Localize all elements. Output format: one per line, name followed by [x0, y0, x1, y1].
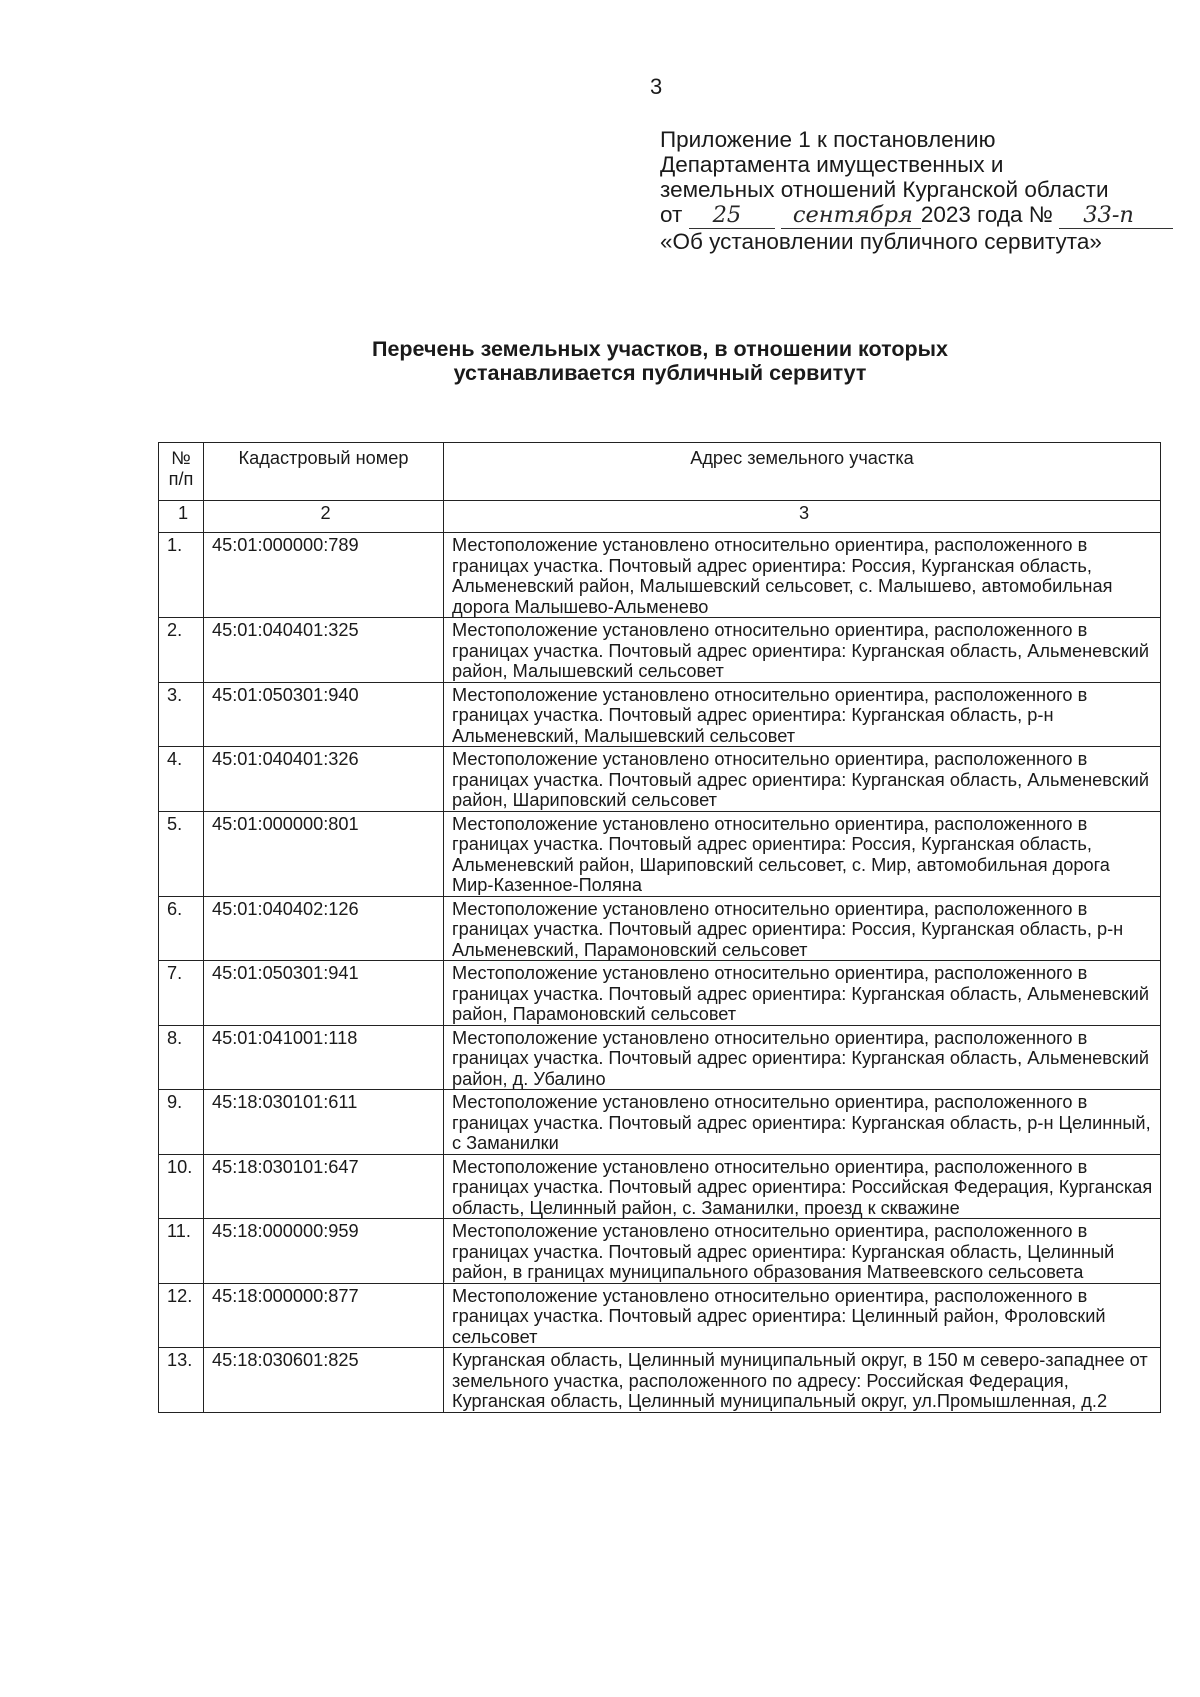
appendix-line-2: Департамента имущественных и	[660, 152, 1004, 177]
appendix-line-3: земельных отношений Курганской области	[660, 177, 1109, 202]
table-row	[159, 1154, 1161, 1219]
row-index: 6.	[159, 896, 204, 961]
plot-address: Местоположение установлено относительно ориентира, расположенного в границах участка. Почтовый адрес ориентира: Курганская область, Альменевский район, Шариповский сельсовет	[444, 747, 1161, 812]
plot-address: Местоположение установлено относительно ориентира, расположенного в границах участка. Почтовый адрес ориентира: Курганская область, Альменевский район, Парамоновский сельсовет	[444, 961, 1161, 1026]
table-row	[159, 811, 1161, 896]
table-row	[159, 1283, 1161, 1348]
column-number-3: 3	[444, 501, 1161, 533]
cadastral-number: 45:18:030101:611	[204, 1090, 444, 1155]
row-index: 11.	[159, 1219, 204, 1284]
cadastral-number: 45:18:030101:647	[204, 1154, 444, 1219]
cadastral-number: 45:01:050301:940	[204, 682, 444, 747]
table-row	[159, 961, 1161, 1026]
plot-address: Местоположение установлено относительно ориентира, расположенного в границах участка. Почтовый адрес ориентира: Россия, Курганская область, р-н Альменевский, Парамоновский сельсовет	[444, 896, 1161, 961]
cadastral-number: 45:01:040401:325	[204, 618, 444, 683]
row-index: 10.	[159, 1154, 204, 1219]
year-text: 2023 года №	[920, 202, 1053, 227]
table-row	[159, 533, 1161, 618]
handwritten-day: 25	[689, 203, 775, 229]
row-index: 3.	[159, 682, 204, 747]
row-index: 8.	[159, 1025, 204, 1090]
page-number: 3	[650, 74, 663, 99]
row-index: 5.	[159, 811, 204, 896]
plot-address: Местоположение установлено относительно ориентира, расположенного в границах участка. Почтовый адрес ориентира: Курганская область, Альменевский район, Малышевский сельсовет	[444, 618, 1161, 683]
column-number-2: 2	[204, 501, 444, 533]
handwritten-month: сентября	[781, 203, 921, 229]
heading-line-1: Перечень земельных участков, в отношении которых	[372, 337, 948, 361]
table-row	[159, 1025, 1161, 1090]
appendix-line-5: «Об установлении публичного сервитута»	[660, 229, 1102, 254]
row-index: 9.	[159, 1090, 204, 1155]
column-number-row	[159, 501, 1161, 533]
header-address: Адрес земельного участка	[444, 443, 1161, 501]
cadastral-number: 45:18:000000:959	[204, 1219, 444, 1284]
table-row	[159, 1219, 1161, 1284]
cadastral-number: 45:01:050301:941	[204, 961, 444, 1026]
plot-address: Местоположение установлено относительно ориентира, расположенного в границах участка. Почтовый адрес ориентира: Россия, Курганская область, Альменевский район, Шариповский сельсовет, с. Мир, автомобильная дорога Мир-Казенное-Поляна	[444, 811, 1161, 896]
column-number-1: 1	[159, 501, 204, 533]
plot-address: Местоположение установлено относительно ориентира, расположенного в границах участка. Почтовый адрес ориентира: Российская Федерация, Курганская область, Целинный район, с. Заманилки, проезд к скважине	[444, 1154, 1161, 1219]
row-index: 2.	[159, 618, 204, 683]
header-cadastral: Кадастровый номер	[204, 443, 444, 501]
plot-address: Курганская область, Целинный муниципальный округ, в 150 м северо-западнее от земельного участка, расположенного по адресу: Российская Федерация, Курганская область, Целинный муниципальный округ, ул.Промышленная, д.2	[444, 1348, 1161, 1413]
table-row	[159, 1348, 1161, 1413]
plot-address: Местоположение установлено относительно ориентира, расположенного в границах участка. Почтовый адрес ориентира: Россия, Курганская область, Альменевский район, Малышевский сельсовет, с. Малышево, автомобильная дорога Малышево-Альменево	[444, 533, 1161, 618]
table-row	[159, 1090, 1161, 1155]
cadastral-number: 45:01:041001:118	[204, 1025, 444, 1090]
cadastral-number: 45:01:040401:326	[204, 747, 444, 812]
handwritten-number: 33-п	[1059, 203, 1173, 229]
table-row	[159, 747, 1161, 812]
cadastral-number: 45:01:000000:801	[204, 811, 444, 896]
plot-address: Местоположение установлено относительно ориентира, расположенного в границах участка. Почтовый адрес ориентира: Курганская область, Целинный район, в границах муниципального образования Матвеевского сельсовета	[444, 1219, 1161, 1284]
cadastral-number: 45:18:000000:877	[204, 1283, 444, 1348]
cadastral-number: 45:01:040402:126	[204, 896, 444, 961]
table-header-row	[159, 443, 1161, 501]
land-plots-table	[158, 442, 1161, 1413]
date-prefix: от	[660, 202, 683, 227]
appendix-reference	[660, 127, 1180, 254]
table-row	[159, 896, 1161, 961]
row-index: 12.	[159, 1283, 204, 1348]
document-heading	[250, 337, 1070, 385]
header-index: № п/п	[159, 443, 204, 501]
row-index: 13.	[159, 1348, 204, 1413]
row-index: 7.	[159, 961, 204, 1026]
row-index: 4.	[159, 747, 204, 812]
table-row	[159, 682, 1161, 747]
table-row	[159, 618, 1161, 683]
plot-address: Местоположение установлено относительно ориентира, расположенного в границах участка. Почтовый адрес ориентира: Целинный район, Фроловский сельсовет	[444, 1283, 1161, 1348]
plot-address: Местоположение установлено относительно ориентира, расположенного в границах участка. Почтовый адрес ориентира: Курганская область, Альменевский район, д. Убалино	[444, 1025, 1161, 1090]
plot-address: Местоположение установлено относительно ориентира, расположенного в границах участка. Почтовый адрес ориентира: Курганская область, р-н Целинный, с Заманилки	[444, 1090, 1161, 1155]
plot-address: Местоположение установлено относительно ориентира, расположенного в границах участка. Почтовый адрес ориентира: Курганская область, р-н Альменевский, Малышевский сельсовет	[444, 682, 1161, 747]
row-index: 1.	[159, 533, 204, 618]
heading-line-2: устанавливается публичный сервитут	[453, 361, 867, 385]
appendix-date-line	[660, 202, 1180, 229]
cadastral-number: 45:01:000000:789	[204, 533, 444, 618]
appendix-line-1: Приложение 1 к постановлению	[660, 127, 996, 152]
cadastral-number: 45:18:030601:825	[204, 1348, 444, 1413]
